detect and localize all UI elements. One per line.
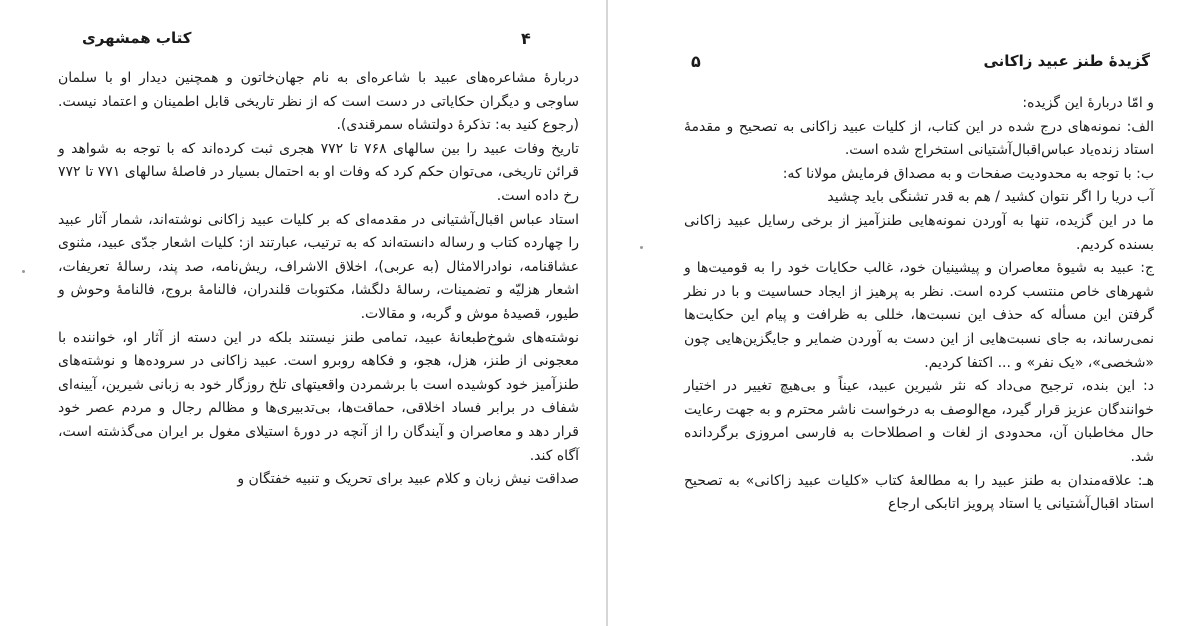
paragraph: هـ: علاقه‌مندان به طنز عبید را به مطالعهٔ کتاب «کلیات عبید زاکانی» به تصحیح استاد اقبال‌آشتیانی یا استاد پرویز اتابکی ارجاع <box>684 472 1154 513</box>
verse-line: آب دریا را اگر نتوان کشید / هم به قدر تشنگی باید چشید <box>827 189 1154 206</box>
paragraph: دربارهٔ مشاعره‌های عبید با شاعره‌ای به نام جهان‌خاتون و همچنین دیدار او با سلمان ساوجی و دیگران حکایاتی در دست است که از نظر تاریخی قابل اطمینان و اعتماد نیست. (رجوع کنید به: تذکرهٔ دولتشاه سمرقندی). <box>58 70 579 134</box>
paragraph: د: این بنده، ترجیح می‌داد که نثر شیرین عبید، عیناً و بی‌هیچ تغییر در اختیار خوانندگان عزیز قرار گیرد، مع‌الوصف به درخواست ناشر محترم و به جهت رعایت حال مخاطبان آن، محدودی از لغات و اصطلاحات به فارسی امروزی برگردانده شد. <box>684 378 1154 465</box>
page-body <box>684 92 1154 517</box>
paragraph: استاد عباس اقبال‌آشتیانی در مقدمه‌ای که بر کلیات عبید زاکانی نوشته‌اند، شمار آثار عبید را چهارده کتاب و رساله دانسته‌اند که به ترتیب، عبارتند از: کلیات اشعار جدّی عبید، مثنوی عشاقنامه، نوادرالامثال (به عربی)، اخلاق الاشراف، ریش‌نامه، صد پند، رسالهٔ تعریفات، اشعار هزلیّه و تضمینات، رسالهٔ دلگشا، مکتوبات قلندران، فالنامهٔ بروج، فالنامهٔ وحوش و طیور، قصیدهٔ موش و گربه، و مقالات. <box>58 211 579 322</box>
page-gutter <box>606 0 608 626</box>
paragraph: نوشته‌های شوخ‌طبعانهٔ عبید، تمامی طنز نیستند بلکه در این دسته از آثار او، خواننده با معجونی از طنز، هزل، هجو، و فکاهه روبرو است. عبید زاکانی در سروده‌ها و نوشته‌های طنزآمیز خود کوشیده است با برشمردن واقعیتهای تلخ روزگار خود به زبانی شیرین، آیینه‌ای شفاف در برابر فساد اخلاقی، حماقت‌ها، بی‌تدبیری‌ها و مظالم رجال و مردم عصر خود قرار دهد و معاصران و آیندگان را از آنچه در دورهٔ استیلای مغول بر ایران می‌گذشته است، آگاه کند. <box>58 329 579 464</box>
running-header-title: گزیدهٔ طنز عبید زاکانی <box>983 52 1150 70</box>
page-body <box>58 67 579 492</box>
paragraph: ما در این گزیده، تنها به آوردن نمونه‌هایی طنزآمیز از برخی رسایل عبید زاکانی بسنده کردیم. <box>684 212 1154 253</box>
paragraph: الف: نمونه‌های درج شده در این کتاب، از کلیات عبید زاکانی به تصحیح و مقدمهٔ استاد زنده‌یاد عباس‌اقبال‌آشتیانی استخراج شده است. <box>684 118 1154 159</box>
paragraph: ج: عبید به شیوهٔ معاصران و پیشینیان خود، غالب حکایات خود را به قومیت‌ها و شهرهای خاص منتسب کرده است. نظر به پرهیز از ایجاد حساسیت و با در نظر گرفتن این مسأله که حذف این نسبت‌ها، خللی به ظرافت و پیام این حکایت‌ها نمی‌رساند، به جای نسبت‌هایی از این دست به آوردن ضمایر و جایگزین‌هایی چون «شخصی»، «یک نفر» و ... اکتفا کردیم. <box>684 260 1154 371</box>
running-header-title: کتاب همشهری <box>82 29 192 47</box>
scan-speck <box>22 270 25 273</box>
paragraph: صداقت نیش زبان و کلام عبید برای تحریک و تنبیه خفتگان و <box>237 471 579 488</box>
right-page <box>612 0 1187 626</box>
paragraph: و امّا دربارهٔ این گزیده: <box>1022 95 1154 111</box>
page-number: ۵ <box>691 52 701 71</box>
paragraph: ب: با توجه به محدودیت صفحات و به مصداق فرمایش مولانا که: <box>782 165 1154 182</box>
scan-speck <box>640 246 643 249</box>
paragraph: تاریخ وفات عبید را بین سالهای ۷۶۸ تا ۷۷۲ هجری ثبت کرده‌اند که با توجه به شواهد و قرائن تاریخی، می‌توان حکم کرد که وفات او به احتمال بسیار در فاصلهٔ سالهای ۷۷۱ تا ۷۷۲ رخ داده است. <box>58 140 580 204</box>
page-number: ۴ <box>521 29 531 48</box>
